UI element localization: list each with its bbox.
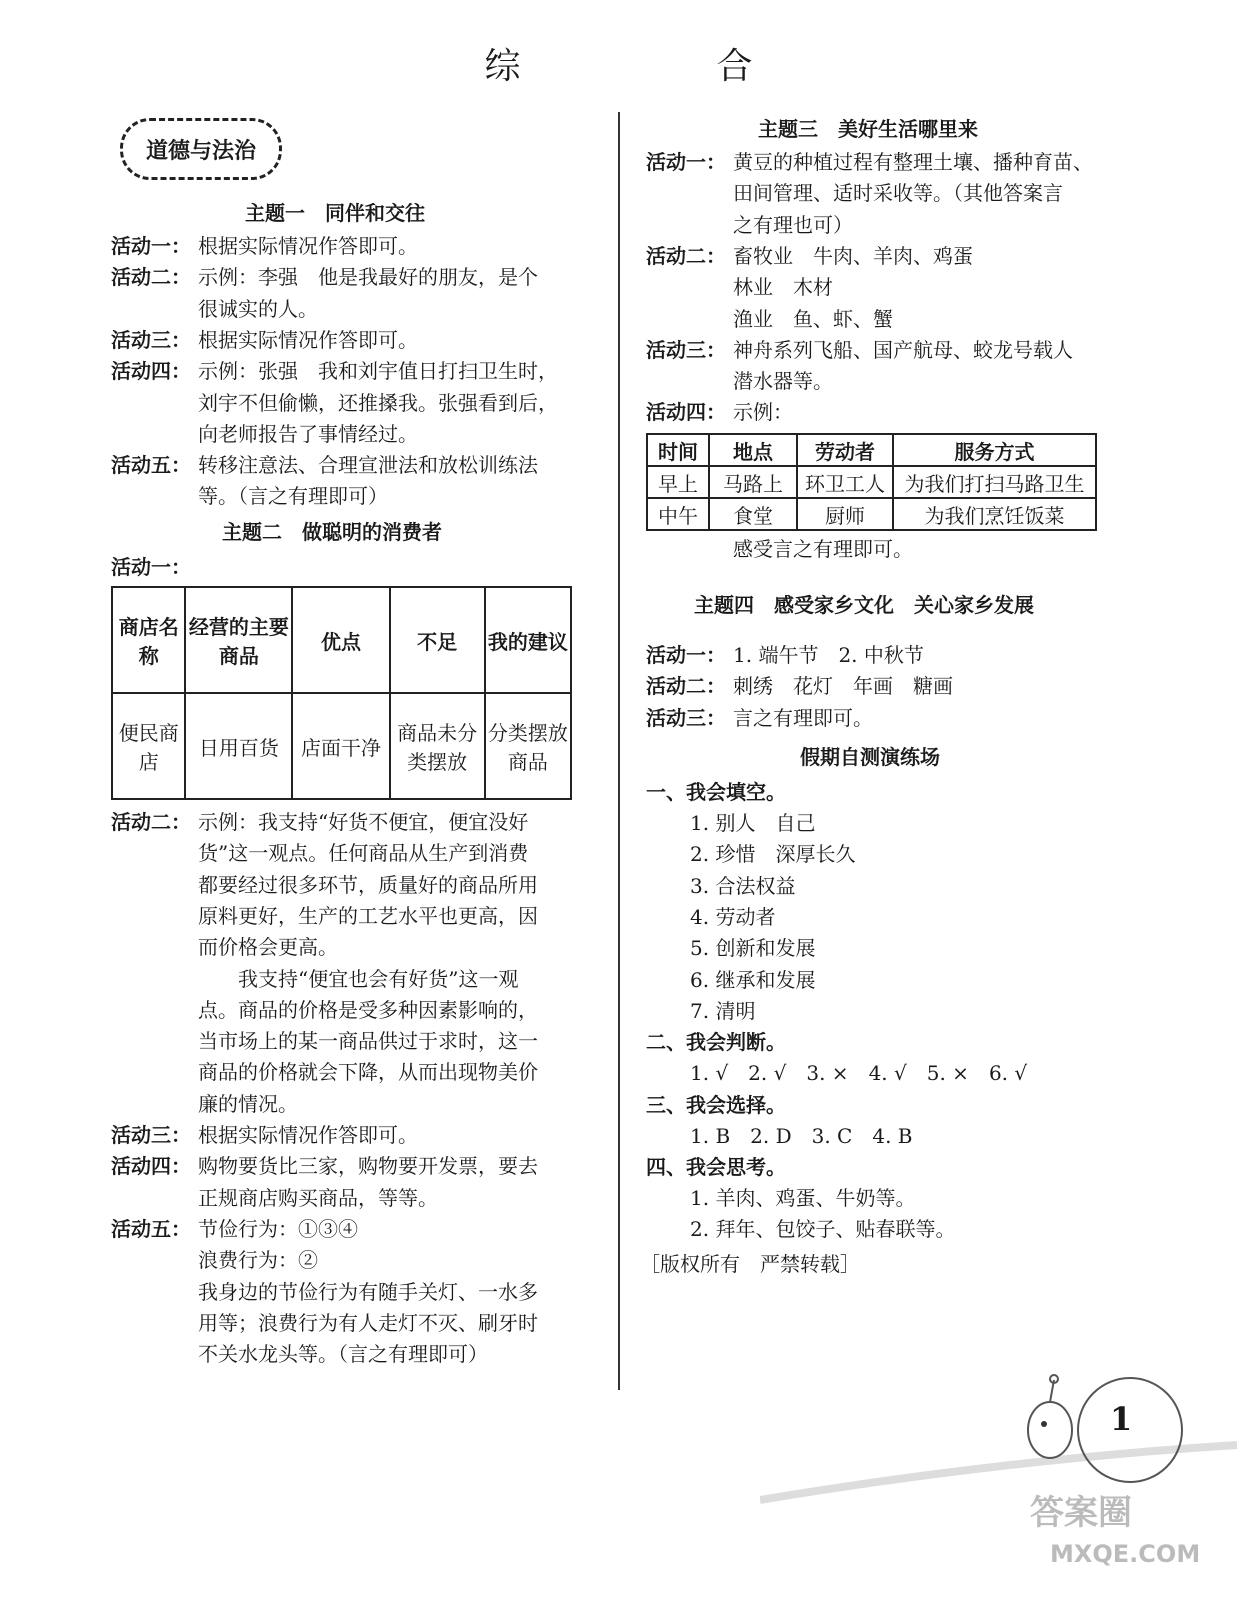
activity-text: 田间管理、适时采收等。（其他答案言	[733, 181, 1063, 206]
activity-text: 刘宇不但偷懒，还推搡我。张强看到后，	[198, 390, 558, 415]
activity-text: 当市场上的某一商品供过于求时，这一	[198, 1029, 538, 1054]
table-cell: 早上	[647, 466, 709, 498]
activity-label: 活动三：	[111, 1123, 191, 1147]
activity-text: 向老师报告了事情经过。	[198, 421, 418, 446]
activity-text: 点。商品的价格是受多种因素影响的，	[198, 997, 538, 1022]
column-divider	[618, 112, 620, 1390]
theme-heading: 主题一 同伴和交往	[245, 201, 425, 225]
activity-label: 活动一：	[646, 643, 726, 667]
activity-label: 活动三：	[646, 337, 726, 362]
answer-item: 1. 羊肉、鸡蛋、牛奶等。	[690, 1186, 916, 1210]
activity-label: 活动五：	[111, 1216, 191, 1241]
table-header: 不足	[390, 587, 485, 693]
activity-text: 黄豆的种植过程有整理土壤、播种育苗、	[733, 150, 1093, 174]
activity-text: 之有理也可）	[733, 212, 853, 237]
table-cell: 厨师	[797, 498, 893, 530]
answer-item: 5. 创新和发展	[690, 936, 816, 961]
activity-text: 商品的价格就会下降，从而出现物美价	[198, 1060, 538, 1085]
table-cell: 店面干净	[292, 693, 389, 799]
activity-text: 而价格会更高。	[198, 935, 338, 960]
table-cell: 食堂	[709, 498, 797, 530]
activity-text: 节俭行为：①③④	[198, 1216, 358, 1241]
table-cell: 商品未分类摆放	[390, 693, 485, 799]
activity-text: 渔业 鱼、虾、蟹	[733, 306, 893, 331]
table-header: 地点	[709, 434, 797, 466]
activity-text: 示例：李强 他是我最好的朋友，是个	[198, 265, 538, 290]
watermark-logo: 答案圈	[1030, 1493, 1132, 1533]
table-cell: 日用百货	[185, 693, 292, 799]
answer-item: 6. 继承和发展	[690, 967, 816, 992]
activity-label: 活动五：	[111, 453, 191, 478]
section-label: 二、我会判断。	[646, 1030, 786, 1054]
activity-label: 活动二：	[646, 243, 726, 268]
activity-text: 我身边的节俭行为有随手关灯、一水多	[198, 1279, 538, 1304]
activity-text: 用等；浪费行为有人走灯不灭、刷牙时	[198, 1310, 538, 1335]
activity-label: 活动三：	[646, 705, 726, 730]
table-header: 时间	[647, 434, 709, 466]
section-label: 四、我会思考。	[646, 1155, 786, 1179]
section-heading: 假期自测演练场	[800, 745, 940, 769]
theme-heading: 主题三 美好生活哪里来	[758, 117, 978, 141]
activity-text: 畜牧业 牛肉、羊肉、鸡蛋	[733, 243, 973, 268]
activity-label: 活动二：	[111, 265, 191, 290]
activity-text: 言之有理即可。	[733, 705, 873, 730]
activity-text: 根据实际情况作答即可。	[198, 1123, 418, 1147]
table-cell: 为我们打扫马路卫生	[893, 466, 1096, 498]
theme-heading: 主题四 感受家乡文化 关心家乡发展	[694, 593, 1034, 617]
table-cell: 中午	[647, 498, 709, 530]
theme-heading: 主题二 做聪明的消费者	[222, 520, 442, 544]
activity-text: 廉的情况。	[198, 1091, 298, 1116]
table-cell: 为我们烹饪饭菜	[893, 498, 1096, 530]
table-cell: 环卫工人	[797, 466, 893, 498]
subject-badge: 道德与法治	[120, 118, 282, 180]
shop-table	[111, 586, 572, 800]
activity-text: 我支持“便宜也会有好货”这一观	[198, 966, 519, 991]
answer-item: 4. 劳动者	[690, 904, 776, 929]
activity-text: 很诚实的人。	[198, 296, 318, 321]
table-header: 我的建议	[485, 587, 571, 693]
activity-text: 购物要货比三家，购物要开发票，要去	[198, 1154, 538, 1179]
activity-label: 活动四：	[646, 400, 726, 425]
activity-label: 活动一：	[111, 234, 191, 258]
table-cell: 马路上	[709, 466, 797, 498]
activity-text: 根据实际情况作答即可。	[198, 327, 418, 352]
copyright-note: ［版权所有 严禁转载］	[640, 1252, 860, 1276]
answer-item: 2. 拜年、包饺子、贴春联等。	[690, 1217, 956, 1241]
section-label: 一、我会填空。	[646, 780, 786, 804]
table-header: 劳动者	[797, 434, 893, 466]
section-label: 三、我会选择。	[646, 1093, 786, 1117]
activity-label: 活动二：	[111, 810, 191, 834]
activity-text: 林业 木材	[733, 275, 833, 300]
activity-label: 活动一：	[646, 150, 726, 174]
activity-label: 活动四：	[111, 1154, 191, 1179]
table-header: 经营的主要商品	[185, 587, 292, 693]
activity-text: 示例：张强 我和刘宇值日打扫卫生时，	[198, 359, 558, 384]
activity-text: 潜水器等。	[733, 369, 833, 394]
activity-text: 不关水龙头等。（言之有理即可）	[198, 1342, 488, 1367]
activity-text: 等。（言之有理即可）	[198, 484, 388, 509]
watermark-url: MXQE.COM	[1050, 1540, 1201, 1568]
answer-item: 1. B 2. D 3. C 4. B	[690, 1124, 913, 1148]
activity-label: 活动二：	[646, 674, 726, 699]
table-cell: 分类摆放商品	[485, 693, 571, 799]
answer-item: 2. 珍惜 深厚长久	[690, 842, 856, 867]
activity-text: 货”这一观点。任何商品从生产到消费	[198, 841, 529, 866]
table-header: 商店名称	[112, 587, 185, 693]
activity-text: 根据实际情况作答即可。	[198, 234, 418, 258]
activity-label: 活动三：	[111, 327, 191, 352]
activity-text: 正规商店购买商品，等等。	[198, 1185, 438, 1210]
activity-text: 示例：我支持“好货不便宜，便宜没好	[198, 810, 529, 834]
table-note: 感受言之有理即可。	[733, 537, 913, 561]
activity-text: 神舟系列飞船、国产航母、蛟龙号载人	[733, 337, 1073, 362]
activity-label: 活动一：	[111, 555, 191, 579]
activity-text: 浪费行为：②	[198, 1248, 318, 1273]
activity-text: 1. 端午节 2. 中秋节	[733, 643, 924, 667]
page-title: 综 合	[484, 46, 833, 87]
table-cell: 便民商店	[112, 693, 185, 799]
answer-item: 3. 合法权益	[690, 873, 796, 898]
answer-item: 1. √ 2. √ 3. × 4. √ 5. × 6. √	[690, 1061, 1028, 1085]
table-header: 优点	[292, 587, 389, 693]
activity-label: 活动四：	[111, 359, 191, 384]
labor-table	[646, 433, 1097, 531]
answer-item: 7. 清明	[690, 998, 756, 1023]
answer-item: 1. 别人 自己	[690, 811, 816, 835]
activity-text: 都要经过很多环节，质量好的商品所用	[198, 872, 538, 897]
page-number: 1	[1110, 1400, 1133, 1438]
table-header: 服务方式	[893, 434, 1096, 466]
activity-text: 示例：	[733, 400, 793, 425]
activity-text: 转移注意法、合理宣泄法和放松训练法	[198, 453, 538, 478]
activity-text: 原料更好，生产的工艺水平也更高，因	[198, 903, 538, 928]
activity-text: 刺绣 花灯 年画 糖画	[733, 674, 953, 699]
